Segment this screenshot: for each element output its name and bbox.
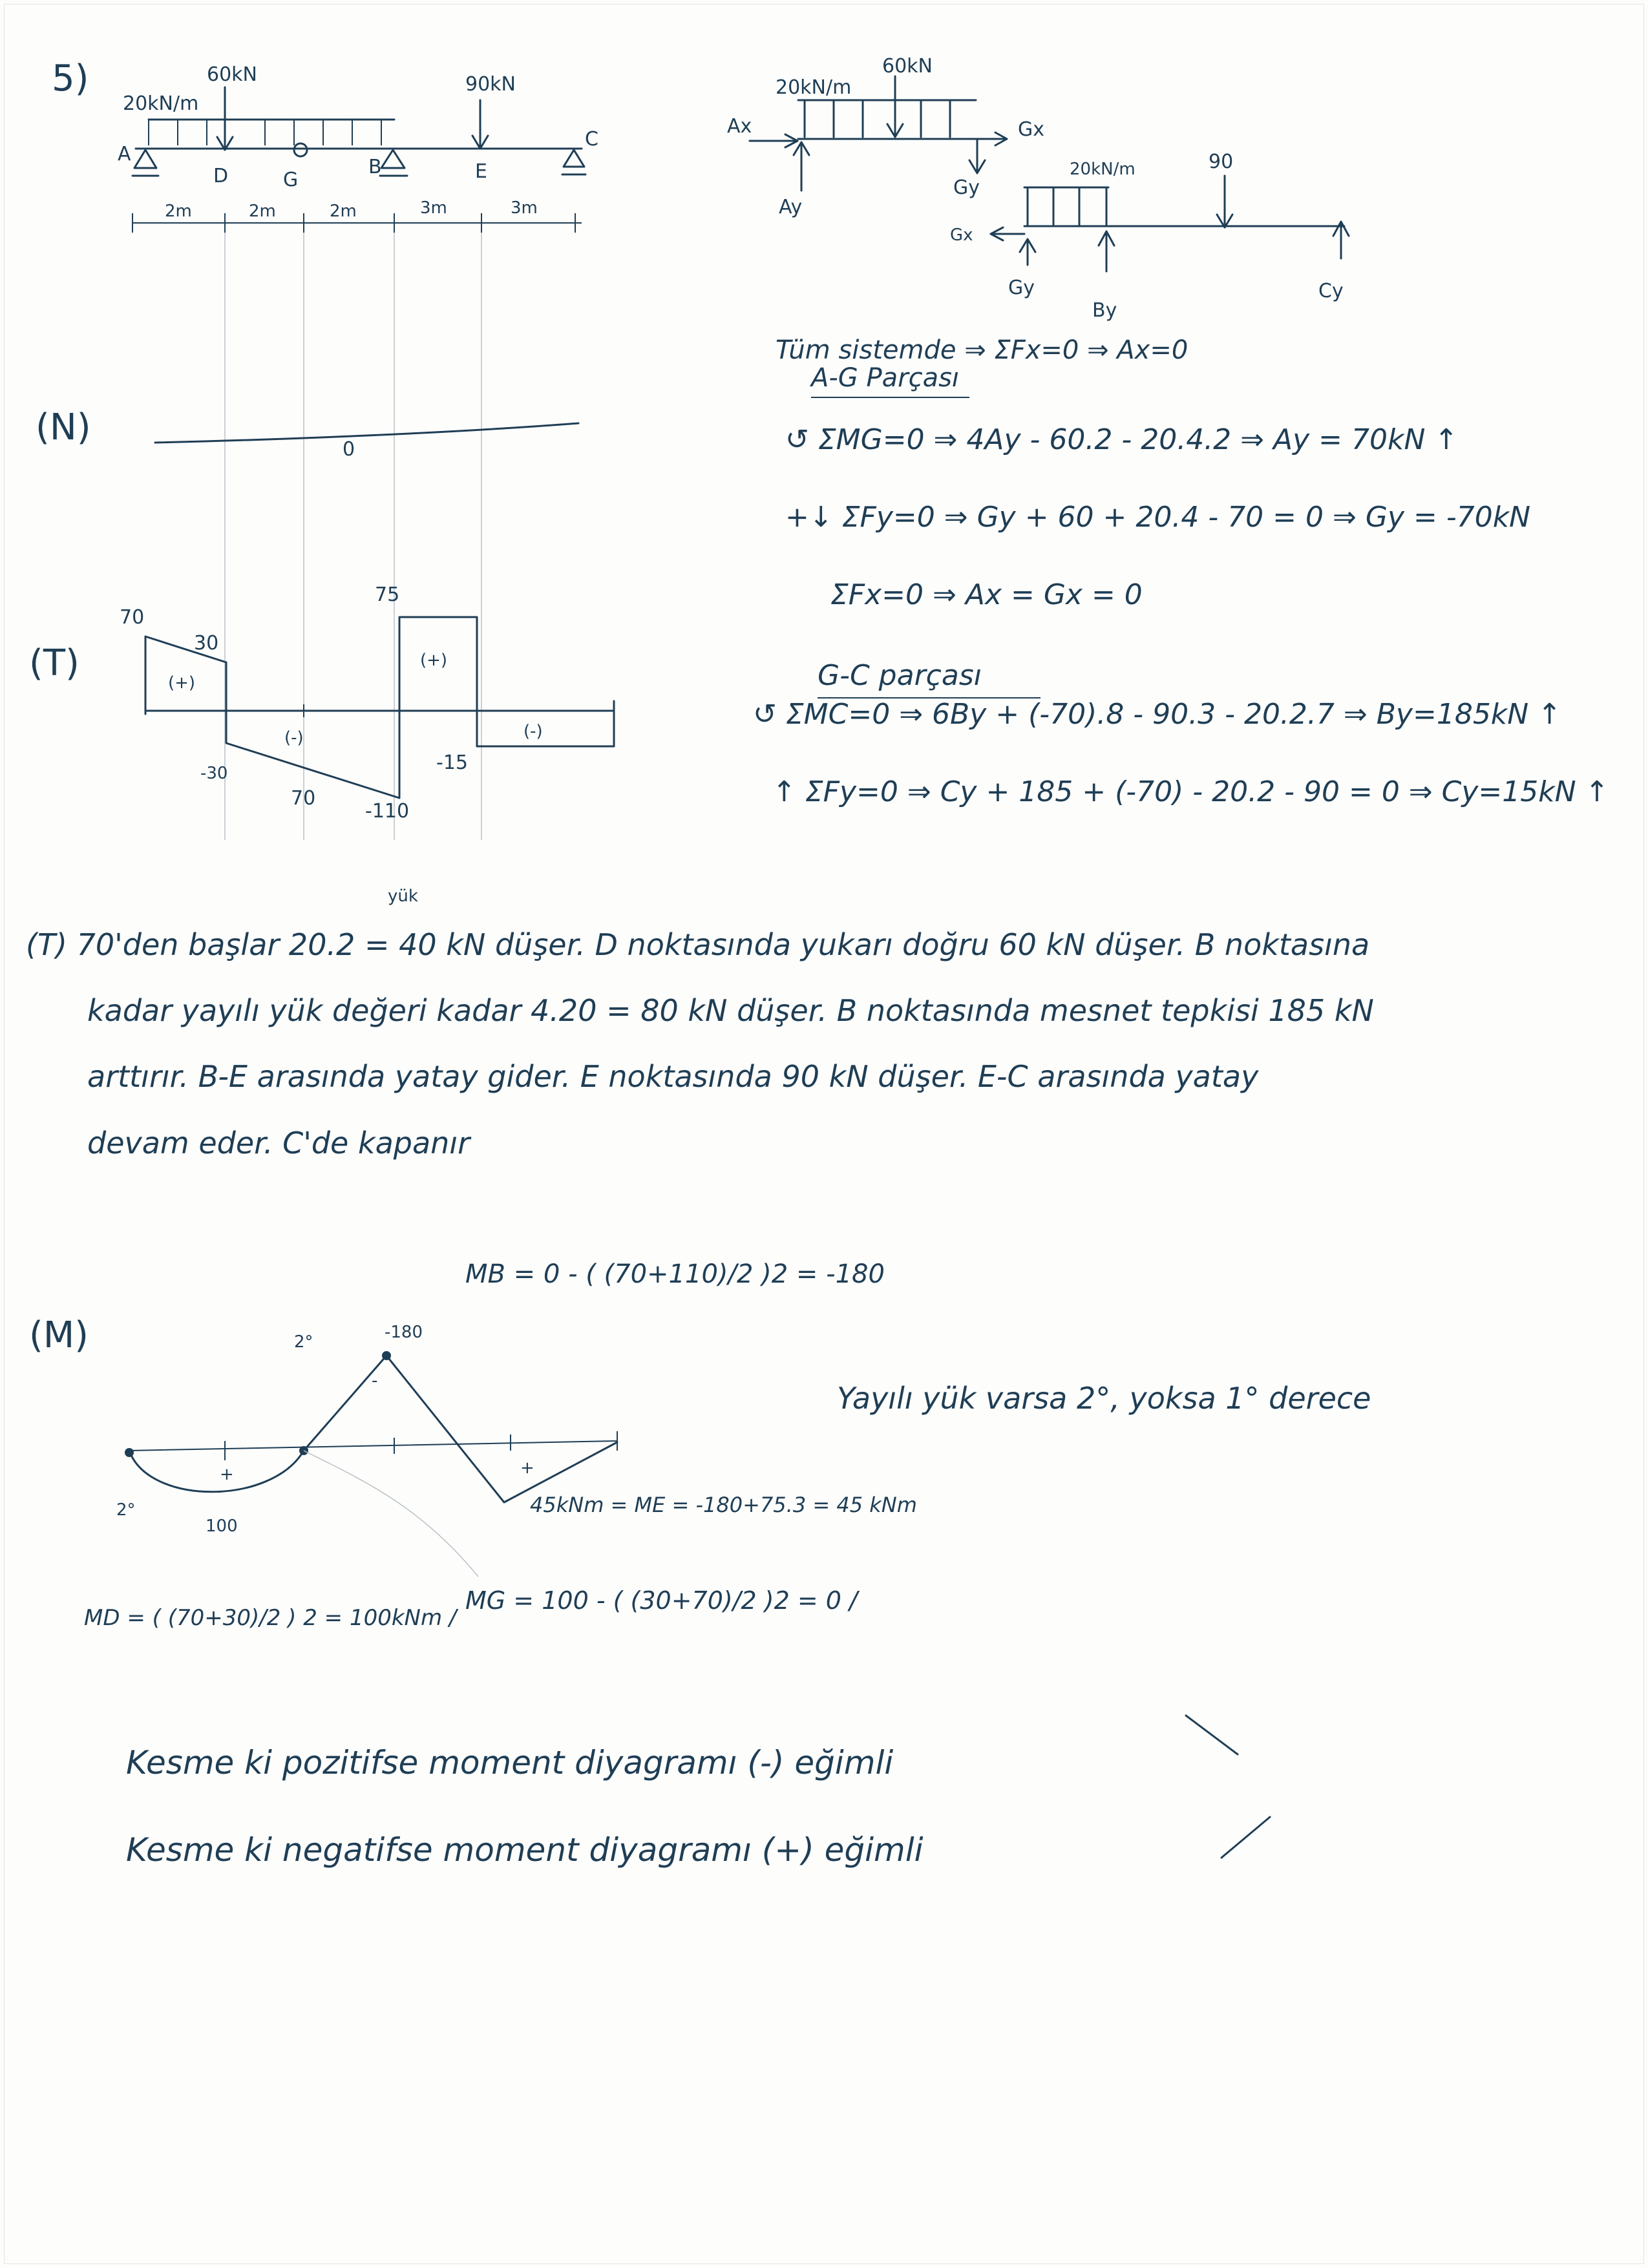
fbd-ay: Ay xyxy=(779,196,803,218)
fbd-gy-right: Gy xyxy=(1008,277,1035,299)
beam-sketch xyxy=(52,58,598,840)
span-2: 2m xyxy=(249,202,276,221)
eq-fx: ΣFx=0 ⇒ Ax = Gx = 0 xyxy=(830,578,1143,611)
load-60-label: 60kN xyxy=(207,63,257,86)
fbd-ax: Ax xyxy=(727,115,752,138)
fbd-gx-left: Gx xyxy=(1018,118,1045,141)
explanation-line-1: (T) 70'den başlar 20.2 = 40 kN düşer. D noktasında yukarı doğru 60 kN düşer. B noktasına xyxy=(26,927,1370,962)
fbd-left-60-arrow xyxy=(887,76,903,137)
shear-diagram xyxy=(29,583,614,823)
m-node-a xyxy=(125,1448,134,1457)
fbd-left-60: 60kN xyxy=(882,55,933,78)
t-sign-3: (+) xyxy=(420,651,448,670)
point-c: C xyxy=(585,128,598,151)
point-g: G xyxy=(283,169,299,191)
part-gc-title: G-C parçası xyxy=(818,659,982,692)
t-val-minus30: -30 xyxy=(200,764,228,783)
part-ag-title: A-G Parçası xyxy=(811,363,960,393)
m-sign-2: - xyxy=(372,1371,378,1391)
m-node-b xyxy=(382,1351,391,1360)
md-equation: MD = ( (70+30)/2 ) 2 = 100kNm / xyxy=(84,1605,457,1631)
span-3: 2m xyxy=(330,202,357,221)
t-val-30: 30 xyxy=(194,632,219,655)
fbd-left-udl: 20kN/m xyxy=(776,76,852,99)
fbd-left-udl-lines xyxy=(798,100,976,137)
t-val-75: 75 xyxy=(375,583,400,606)
fbd-right-90-arrow xyxy=(1217,176,1232,227)
t-label: (T) xyxy=(29,642,79,684)
fbd-by: By xyxy=(1092,299,1117,322)
fbd-ax-arrow xyxy=(750,134,798,147)
m-parabola xyxy=(129,1451,304,1492)
fbd-gy-arrow-left xyxy=(969,139,985,173)
closing-line-2: Kesme ki negatifse moment diyagramı (+) eğimli xyxy=(126,1831,924,1869)
eq-total: Tüm sistemde ⇒ ΣFx=0 ⇒ Ax=0 xyxy=(776,335,1188,365)
m-sign-3: + xyxy=(520,1458,534,1478)
udl-label: 20kN/m xyxy=(123,92,199,115)
udl-arrows xyxy=(149,120,381,145)
point-d: D xyxy=(213,165,229,187)
me-equation: 45kNm = ME = -180+75.3 = 45 kNm xyxy=(530,1493,917,1517)
explanation-line-4: devam eder. C'de kapanır xyxy=(87,1126,470,1160)
t-val-minus110: -110 xyxy=(365,800,410,823)
point-a: A xyxy=(118,143,131,165)
support-a xyxy=(132,150,158,176)
fbd-ay-arrow xyxy=(794,142,809,191)
fbd-gy-arrow-right xyxy=(1020,239,1035,265)
span-1: 2m xyxy=(165,202,192,221)
fbd-gy-left: Gy xyxy=(953,176,980,199)
eq-fy-ag: +↓ ΣFy=0 ⇒ Gy + 60 + 20.4 - 70 = 0 ⇒ Gy = -70kN xyxy=(785,501,1531,534)
m-polyline xyxy=(304,1356,617,1502)
moment-diagram xyxy=(29,1259,1371,1631)
normal-force-diagram xyxy=(36,406,578,461)
fbd-right-udl-lines xyxy=(1024,187,1108,225)
m-val-100: 100 xyxy=(206,1517,238,1536)
fbd-gx-right: Gx xyxy=(950,226,973,245)
n-line xyxy=(155,423,578,443)
t-val-minus15: -15 xyxy=(436,751,468,774)
mb-equation: MB = 0 - ( (70+110)/2 )2 = -180 xyxy=(465,1259,885,1289)
t-sign-2: (-) xyxy=(284,728,304,748)
support-c xyxy=(562,150,586,174)
support-b xyxy=(380,150,407,176)
m-degree-top: 2° xyxy=(294,1332,313,1352)
m-degree-left: 2° xyxy=(116,1500,136,1520)
fbd-right-90: 90 xyxy=(1209,151,1234,173)
explanation-line-3: arttırır. B-E arasında yatay gider. E noktasında 90 kN düşer. E-C arasında yatay xyxy=(87,1059,1259,1094)
fbd-gx-arrow-right xyxy=(991,227,1024,240)
m-sign-1: + xyxy=(220,1465,234,1484)
m-val-minus180: -180 xyxy=(385,1323,423,1342)
point-e: E xyxy=(475,160,487,183)
t-sign-4: (-) xyxy=(523,722,543,741)
t-sign-1: (+) xyxy=(168,673,196,693)
t-negative-block-2 xyxy=(477,701,614,746)
shear-explanation xyxy=(26,887,1374,1160)
closing-line-1: Kesme ki pozitifse moment diyagramı (-) eğimli xyxy=(126,1744,894,1781)
eq-mc: ↺ ΣMC=0 ⇒ 6By + (-70).8 - 90.3 - 20.2.7 ⇒ By=185kN ↑ xyxy=(753,698,1562,731)
free-body-diagrams xyxy=(727,55,1349,322)
load-90-arrow xyxy=(472,100,488,149)
eq-mg: ↺ ΣMG=0 ⇒ 4Ay - 60.2 - 20.4.2 ⇒ Ay = 70kN ↑ xyxy=(785,423,1459,456)
closing-notes xyxy=(126,1716,1270,1869)
slope-up-mark xyxy=(1221,1817,1270,1858)
fbd-cy-arrow xyxy=(1333,222,1349,258)
mg-equation: MG = 100 - ( (30+70)/2 )2 = 0 / xyxy=(465,1586,858,1615)
t-val-70: 70 xyxy=(120,606,145,629)
problem-number: 5) xyxy=(52,58,89,100)
projection-guides xyxy=(225,233,481,840)
fbd-cy: Cy xyxy=(1318,280,1344,302)
equilibrium-equations xyxy=(753,335,1609,808)
m-axis xyxy=(129,1431,617,1451)
explanation-line-2: kadar yayılı yük değeri kadar 4.20 = 80 kN düşer. B noktasında mesnet tepkisi 185 kN xyxy=(87,993,1374,1028)
span-5: 3m xyxy=(511,198,538,218)
load-90-label: 90kN xyxy=(465,73,516,96)
slope-down-mark xyxy=(1186,1716,1238,1754)
explanation-superscript: yük xyxy=(388,887,418,906)
span-4: 3m xyxy=(420,198,447,218)
t-negative-block xyxy=(226,711,399,798)
eq-fy-gc: ↑ ΣFy=0 ⇒ Cy + 185 + (-70) - 20.2 - 90 = 0 ⇒ Cy=15kN ↑ xyxy=(772,775,1609,808)
fbd-gx-arrow-left xyxy=(976,132,1007,145)
m-pointer-mg xyxy=(304,1451,478,1577)
t-val-70b: 70 xyxy=(291,787,316,810)
hinge-g xyxy=(294,143,307,156)
fbd-right-udl: 20kN/m xyxy=(1070,160,1136,179)
degree-note: Yayılı yük varsa 2°, yoksa 1° derece xyxy=(837,1381,1371,1416)
point-b: B xyxy=(368,156,382,178)
m-label: (M) xyxy=(29,1314,89,1356)
n-value: 0 xyxy=(343,438,355,461)
fbd-by-arrow xyxy=(1099,231,1114,271)
n-label: (N) xyxy=(36,406,91,448)
